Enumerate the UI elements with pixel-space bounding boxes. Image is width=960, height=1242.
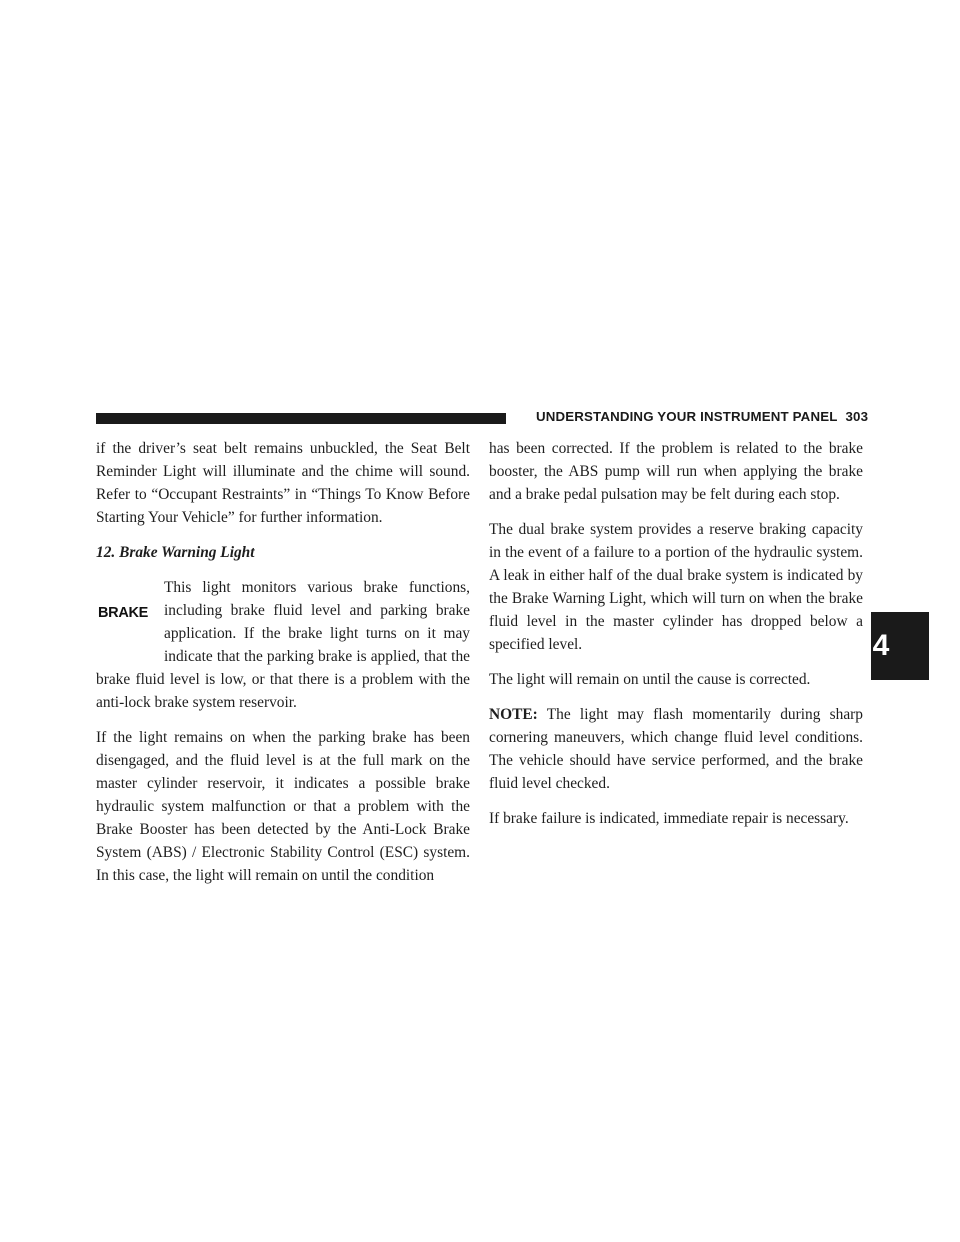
paragraph: has been corrected. If the problem is related to the brake booster, the ABS pump will run when applying the brake and a brake pedal pulsation may be felt during each stop. (489, 440, 863, 503)
brake-icon-label: BRAKE (98, 605, 149, 621)
paragraph: If the light remains on when the parking brake has been disengaged, and the fluid level is at the full mark on the master cylinder reservoir, it indicates a possible brake hydraulic system malfunction or that a problem with the Brake Booster has been detected by the Anti-Lock Brake System (ABS) / Electronic Stability Control (ESC) system. In this case, the light will remain on until the condition (96, 729, 470, 884)
note-text: The light may flash momentarily during sharp cornering maneuvers, which change fluid level conditions. The vehicle should have service performed, and the brake fluid level checked. (489, 706, 863, 792)
paragraph: If brake failure is indicated, immediate repair is necessary. (489, 810, 849, 827)
header-rule (96, 413, 506, 424)
note-paragraph (489, 703, 863, 795)
page-number: 303 (845, 409, 869, 424)
paragraph: if the driver’s seat belt remains unbuckled, the Seat Belt Reminder Light will illuminate and the chime will sound. Refer to “Occupant Restraints” in “Things To Know Before Starting Your Vehicle” for further information. (96, 440, 470, 526)
left-column (96, 437, 470, 887)
paragraph: The light will remain on until the cause is corrected. (489, 671, 811, 688)
note-label: NOTE: (489, 706, 538, 723)
chapter-number: 4 (872, 629, 890, 662)
running-header (536, 409, 868, 424)
brake-warning-icon (96, 576, 160, 668)
paragraph-with-icon (96, 576, 470, 714)
chapter-tab (871, 612, 929, 680)
right-column (489, 437, 863, 830)
section-title: 12. Brake Warning Light (96, 544, 255, 561)
header-title: UNDERSTANDING YOUR INSTRUMENT PANEL (536, 409, 838, 424)
brake-light-description: This light monitors various brake functions, including brake fluid level and parking brake application. If the brake light turns on it may indicate that the parking brake is applied, that the brake fluid level is low, or that there is a problem with the anti-lock brake system reservoir. (96, 579, 470, 711)
paragraph: The dual brake system provides a reserve braking capacity in the event of a failure to a portion of the hydraulic system. A leak in either half of the dual brake system is indicated by the Brake Warning Light, which will turn on when the brake fluid level in the master cylinder has dropped below a specified level. (489, 521, 863, 653)
